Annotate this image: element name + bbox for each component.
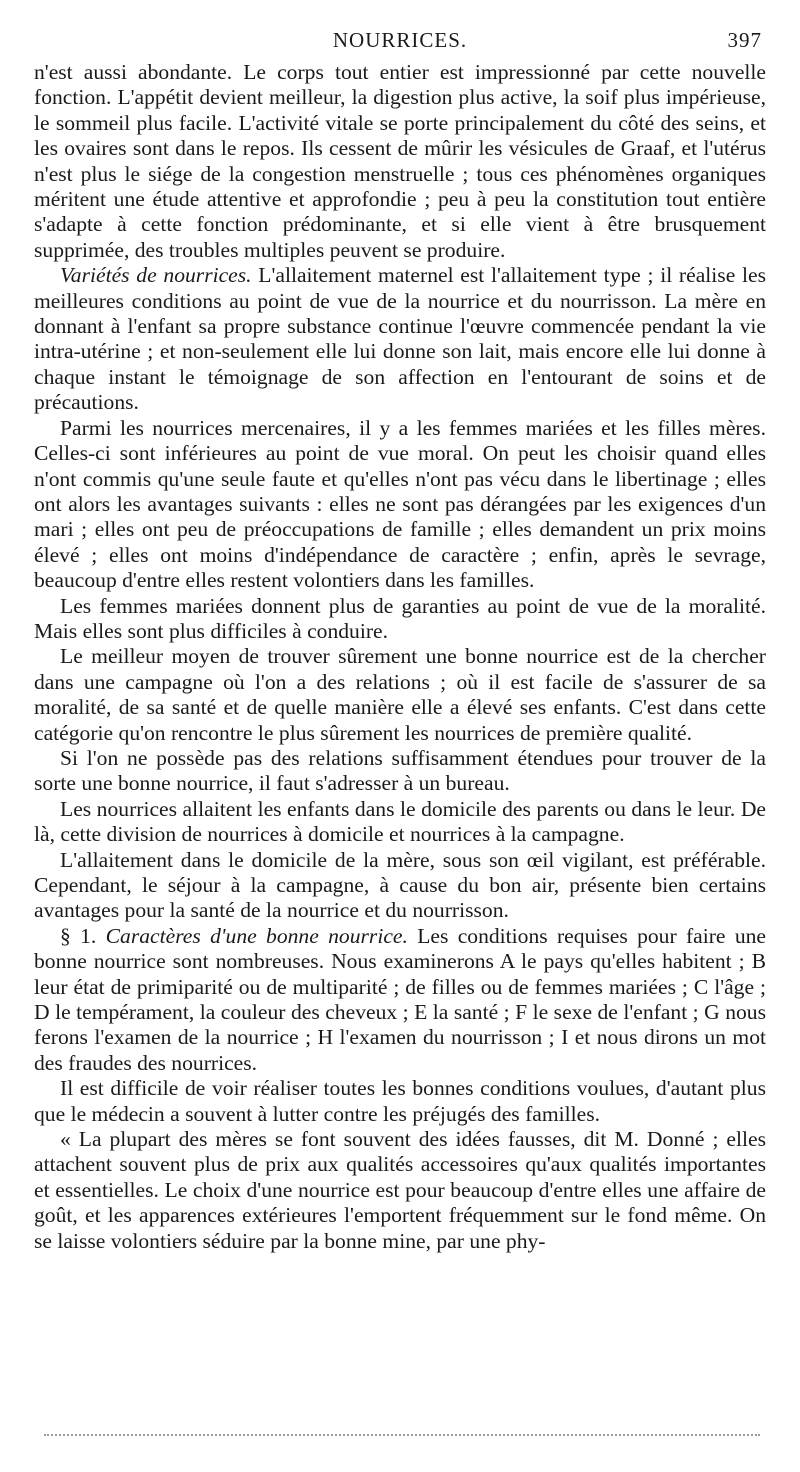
section-number: § 1. <box>60 923 97 948</box>
bleed-through-line <box>44 1434 760 1436</box>
paragraph: Il est difficile de voir réaliser toutes les bonnes conditions voulues, d'autant plus que le médecin a souvent à lutter contre les préjugés des familles. <box>34 1076 766 1126</box>
paragraph: Les nourrices allaitent les enfants dans le domicile des parents ou dans le leur. De là, cette division de nourrices à domicile et nourrices à la campagne. <box>34 796 766 847</box>
paragraph: Le meilleur moyen de trouver sûrement une bonne nourrice est de la chercher dans une campagne où l'on a des relations ; où il est facile de s'assurer de sa moralité, de sa santé et de quelle manière elle a élevé ses enfants. C'est dans cette catégorie qu'on rencontre le plus sûrement les nourrices de première qualité. <box>34 644 766 745</box>
paragraph: L'allaitement dans le domicile de la mère, sous son œil vigilant, est préférable. Cependant, le séjour à la campagne, à cause du bon air, présente bien certains avantages pour la santé de la nourrice et du nourrisson. <box>34 847 766 923</box>
page-number: 397 <box>727 28 762 52</box>
running-header <box>36 28 764 58</box>
paragraph: Si l'on ne possède pas des relations suffisamment étendues pour trouver de la sorte une bonne nourrice, il faut s'adresser à un bureau. <box>34 745 766 796</box>
chapter-title: NOURRICES. <box>332 28 468 52</box>
paragraph: « La plupart des mères se font souvent des idées fausses, dit M. Donné ; elles attachent souvent plus de prix aux qualités accessoires qu'aux qualités importantes et essentielles. Le choix d'une nourrice est pour beaucoup d'entre elles une affaire de goût, et les apparences extérieures l'emportent fréquemment sur le fond même. On se laisse volontiers séduire par la bonne mine, par une phy- <box>34 1127 766 1253</box>
paragraph: n'est aussi abondante. Le corps tout entier est impressionné par cette nouvelle fonction. L'appétit devient meilleur, la digestion plus active, la soif plus impérieuse, le sommeil plus facile. L'activité vitale se porte principalement du côté des seins, et les ovaires sont dans le repos. Ils cessent de mûrir les vésicules de Graaf, et l'utérus n'est plus le siége de la congestion menstruelle ; tous ces phénomènes organiques méritent une étude attentive et approfondie ; peu à peu la constitution tout entière s'adapte à cette fonction prédominante, et si elle vient à être brusquement supprimée, des troubles multiples peuvent se produire. <box>34 60 766 262</box>
paragraph: Parmi les nourrices mercenaires, il y a les femmes mariées et les filles mères. Celles-ci sont inférieures au point de vue moral. On peut les choisir quand elles n'ont commis qu'une seule faute et qu'elles n'ont pas vécu dans le libertinage ; elles ont alors les avantages suivants : elles ne sont pas dérangées par les exigences d'un mari ; elles ont peu de préoccupations de famille ; elles demandent un prix moins élevé ; elles ont moins d'indépendance de caractère ; enfin, après le sevrage, beaucoup d'entre elles restent volontiers dans les familles. <box>34 415 766 593</box>
paragraph: Variétés de nourrices. L'allaitement maternel est l'allaitement type ; il réalise les meilleures conditions au point de vue de la nourrice et du nourrisson. La mère en donnant à l'enfant sa propre substance continue l'œuvre commencée pendant la vie intra-utérine ; et non-seulement elle lui donne son lait, mais encore elle lui donne à chaque instant le témoignage de son affection en l'entourant de soins et de précautions. <box>34 263 766 415</box>
paragraph-lead: Variétés de nourrices. <box>60 263 252 288</box>
section-heading: Caractères d'une bonne nourrice. <box>105 923 408 948</box>
body-text <box>34 60 766 1254</box>
paragraph: § 1. Caractères d'une bonne nourrice. Les conditions requises pour faire une bonne nourrice sont nombreuses. Nous examinerons A le pays qu'elles habitent ; B leur état de primiparité ou de multiparité ; de filles ou de femmes mariées ; C l'âge ; D le tempérament, la couleur des cheveux ; E la santé ; F le sexe de l'enfant ; G nous ferons l'examen de la nourrice ; H l'examen du nourrisson ; I et nous dirons un mot des fraudes des nourrices. <box>34 923 767 1075</box>
paragraph: Les femmes mariées donnent plus de garanties au point de vue de la moralité. Mais elles sont plus difficiles à conduire. <box>34 593 766 643</box>
